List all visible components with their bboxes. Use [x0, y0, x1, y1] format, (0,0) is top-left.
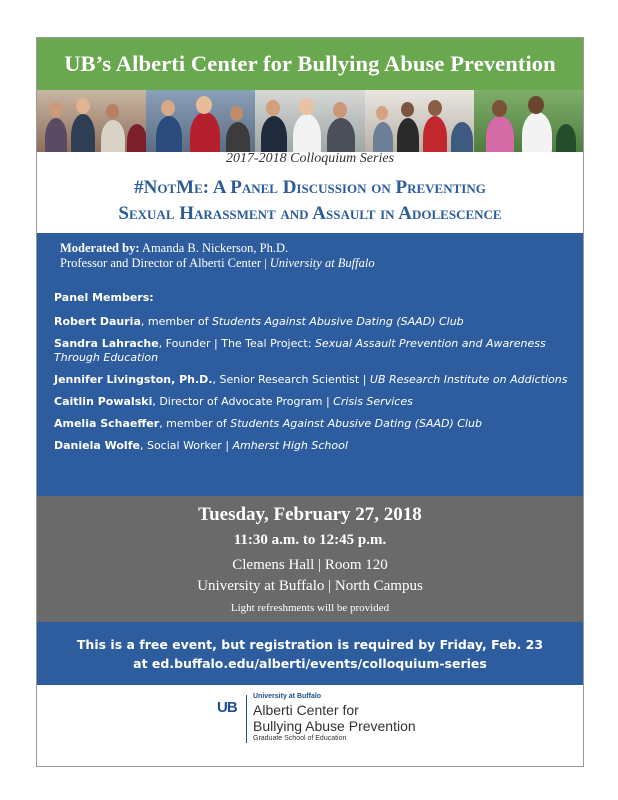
- member-name: Amelia Schaeffer: [54, 416, 160, 430]
- colloquium-flyer: [36, 37, 584, 767]
- students-photo-5: [474, 90, 583, 152]
- event-campus: University at Buffalo | North Campus: [197, 578, 423, 594]
- panel-members-heading: Panel Members:: [54, 291, 154, 304]
- logo-center-line-2: Bullying Abuse Prevention: [253, 718, 416, 734]
- panel-member: [54, 337, 569, 364]
- moderator-block: [60, 241, 375, 271]
- panel-member: [54, 417, 569, 431]
- panel-member: [54, 373, 569, 387]
- students-photo-4: [365, 90, 474, 152]
- moderator-role: Professor and Director of Alberti Center |: [60, 256, 270, 270]
- center-title-banner: UB’s Alberti Center for Bullying Abuse Prevention: [37, 38, 583, 90]
- member-affiliation: Crisis Services: [333, 394, 413, 408]
- event-date: Tuesday, February 27, 2018: [198, 504, 422, 525]
- event-title-line-2: Sexual Harassment and Assault in Adolescence: [118, 203, 502, 224]
- member-affiliation: UB Research Institute on Addictions: [369, 372, 568, 386]
- member-name: Jennifer Livingston, Ph.D.: [54, 372, 213, 386]
- registration-notice: This is a free event, but registration is required by Friday, Feb. 23: [76, 637, 544, 652]
- event-room: Clemens Hall | Room 120: [232, 557, 388, 573]
- colloquium-series-label: 2017-2018 Colloquium Series: [226, 151, 394, 166]
- panel-member: [54, 315, 569, 329]
- member-role: , Director of Advocate Program |: [152, 394, 334, 408]
- member-name: Caitlin Powalski: [54, 394, 153, 408]
- refreshments-note: Light refreshments will be provided: [230, 602, 390, 614]
- logo-university: University at Buffalo: [253, 693, 322, 700]
- students-photo-2: [146, 90, 255, 152]
- member-name: Sandra Lahrache: [54, 337, 159, 350]
- member-role: , Senior Research Scientist |: [212, 372, 370, 386]
- registration-link[interactable]: at ed.buffalo.edu/alberti/events/colloquium-series: [133, 656, 487, 671]
- panel-member: [54, 439, 569, 453]
- member-name: Daniela Wolfe: [54, 438, 140, 452]
- moderator-label: Moderated by:: [60, 241, 140, 255]
- logo-school: Graduate School of Education: [253, 735, 347, 742]
- member-role: , Founder | The Teal Project:: [158, 337, 315, 350]
- panel-members-list: [54, 315, 569, 461]
- panel-member: [54, 395, 569, 409]
- member-affiliation: Students Against Abusive Dating (SAAD) Club: [211, 315, 464, 328]
- moderator-affiliation: University at Buffalo: [269, 256, 375, 270]
- member-name: Robert Dauria: [54, 315, 141, 328]
- panel-info-section: [37, 233, 583, 496]
- event-details-section: [37, 496, 583, 622]
- member-affiliation: Sexual Assault Prevention and Awareness Through Education: [54, 337, 546, 364]
- event-title-line-1: #NotMe: A Panel Discussion on Preventing: [134, 177, 486, 198]
- moderator-name: Amanda B. Nickerson, Ph.D.: [139, 241, 289, 255]
- member-affiliation: Students Against Abusive Dating (SAAD) Club: [230, 416, 482, 430]
- member-role: , member of: [140, 315, 212, 328]
- ub-logo-mark: UB: [217, 699, 237, 716]
- member-affiliation: Amherst High School: [232, 438, 348, 452]
- event-time: 11:30 a.m. to 12:45 p.m.: [233, 532, 387, 548]
- member-role: , Social Worker |: [139, 438, 233, 452]
- logo-divider: [246, 695, 247, 743]
- alberti-center-logo: [217, 693, 477, 753]
- registration-section: [37, 622, 583, 685]
- students-photo-1: [37, 90, 146, 152]
- students-photo-3: [255, 90, 364, 152]
- student-photo-strip: [37, 90, 583, 152]
- logo-center-line-1: Alberti Center for: [253, 702, 359, 718]
- member-role: , member of: [159, 416, 231, 430]
- event-title: [37, 175, 583, 227]
